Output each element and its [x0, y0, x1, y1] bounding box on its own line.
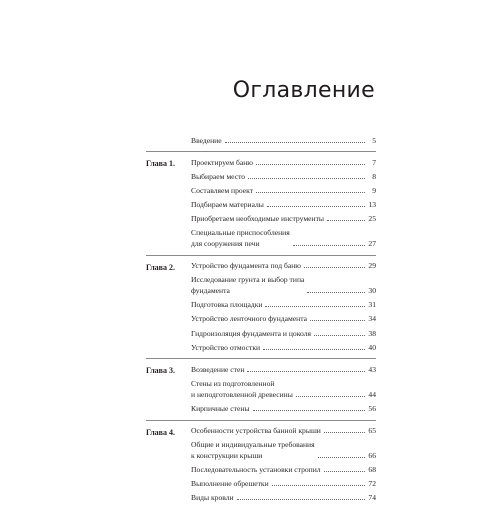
toc-entry-page: 66 [368, 451, 376, 461]
toc-entry[interactable] [191, 298, 376, 312]
toc-entry-page: 34 [368, 314, 376, 324]
table-of-contents [146, 133, 376, 505]
toc-chapter [146, 255, 376, 355]
toc-chapter [146, 151, 376, 251]
toc-chapter [146, 420, 376, 505]
toc-entry[interactable] [191, 362, 376, 376]
dot-leader [296, 396, 365, 397]
toc-entry-title [191, 342, 260, 353]
toc-entry[interactable] [191, 438, 376, 463]
toc-entry-line: Проектируем баню [191, 157, 253, 167]
toc-entry-page: 38 [368, 328, 376, 338]
dot-leader [263, 349, 365, 350]
dot-leader [293, 245, 365, 246]
dot-leader [272, 485, 365, 486]
toc-entry[interactable] [191, 326, 376, 340]
toc-entry-page: 7 [372, 157, 376, 167]
dot-leader [327, 220, 365, 221]
toc-entry-line: Устройство ленточного фундамента [191, 314, 308, 324]
dot-leader [253, 410, 365, 411]
toc-entry-line: Гидроизоляция фундамента и цоколя [191, 328, 311, 338]
toc-entry-page: 74 [368, 493, 376, 503]
dot-leader [324, 432, 365, 433]
toc-entry-title [191, 299, 262, 310]
chapter-label: Глава 3. [146, 366, 175, 376]
chapter-label: Глава 1. [146, 159, 175, 169]
toc-entry[interactable] [191, 133, 376, 147]
toc-entry[interactable] [191, 376, 376, 401]
toc-entry-line: Подбираем материалы [191, 199, 264, 209]
dot-leader [265, 306, 365, 307]
dot-leader [256, 192, 365, 193]
toc-entry-title [191, 478, 269, 489]
toc-entry-line: Специальные приспособления [191, 228, 290, 238]
toc-entry-line: Устройство фундамента под баню [191, 261, 301, 271]
toc-entry-title [191, 185, 253, 196]
toc-entry-page: 30 [368, 286, 376, 296]
toc-entry-line: к конструкции крыши [191, 451, 263, 461]
toc-entry-line: Устройство отмостки [191, 342, 261, 352]
toc-entry-line: фундамента [191, 286, 230, 296]
chapter-entries [191, 424, 376, 505]
toc-entry-line: Стены из подготовленной [191, 378, 275, 388]
toc-entry[interactable] [191, 197, 376, 211]
toc-entry-line: Общие и индивидуальные требования [191, 440, 315, 450]
toc-entry[interactable] [191, 340, 376, 354]
toc-entry-line: Особенности устройства банной крыши [191, 426, 321, 436]
toc-entry[interactable] [191, 424, 376, 438]
dot-leader [314, 335, 365, 336]
toc-entry-line: Выбираем место [191, 171, 246, 181]
toc-entry-page: 43 [368, 364, 376, 374]
dot-leader [256, 164, 365, 165]
dot-leader [307, 292, 365, 293]
toc-entry-title [191, 227, 290, 249]
toc-entry-page: 25 [368, 214, 376, 224]
toc-entry-line: для сооружения печи [191, 239, 260, 249]
toc-entry-page: 8 [372, 171, 376, 181]
toc-entry-title [191, 260, 301, 271]
toc-entry[interactable] [191, 463, 376, 477]
toc-entry-title [191, 313, 307, 324]
toc-entry[interactable] [191, 211, 376, 225]
toc-intro [191, 133, 376, 147]
toc-entry[interactable] [191, 155, 376, 169]
toc-entry-page: 44 [368, 389, 376, 399]
dot-leader [267, 206, 365, 207]
toc-entry-line: Кирпичные стены [191, 403, 250, 413]
toc-entry-title [191, 213, 324, 224]
toc-entry-page: 29 [368, 261, 376, 271]
toc-entry-page: 40 [368, 342, 376, 352]
dot-leader [248, 178, 365, 179]
toc-entry-title: Введение [191, 135, 222, 145]
chapter-entries [191, 259, 376, 355]
chapter-label: Глава 4. [146, 427, 175, 437]
toc-entry-line: Последовательность установки стропил [191, 465, 321, 475]
toc-chapter [146, 358, 376, 415]
toc-entry-title [191, 378, 293, 400]
toc-entry-page: 31 [368, 300, 376, 310]
dot-leader [304, 267, 365, 268]
toc-entry-line: Выполнение обрешетки [191, 479, 269, 489]
toc-entry[interactable] [191, 259, 376, 273]
toc-entry-line: Виды кровли [191, 493, 234, 503]
dot-leader [247, 371, 365, 372]
toc-entry-title [191, 425, 321, 436]
toc-entry-title [191, 171, 245, 182]
toc-entry[interactable] [191, 401, 376, 415]
toc-entry[interactable] [191, 312, 376, 326]
toc-entry-title [191, 328, 311, 339]
chapter-entries [191, 362, 376, 415]
dot-leader [324, 471, 365, 472]
toc-entry-page: 56 [368, 403, 376, 413]
toc-entry-line: Возведение стен [191, 364, 245, 374]
toc-entry-page: 5 [372, 135, 376, 145]
toc-entry-title [191, 492, 234, 503]
toc-entry-page: 13 [368, 199, 376, 209]
toc-entry[interactable] [191, 226, 376, 251]
toc-entry-title [191, 199, 264, 210]
toc-entry[interactable] [191, 477, 376, 491]
dot-leader [318, 457, 365, 458]
toc-entry-page: 9 [372, 185, 376, 195]
toc-entry-title [191, 403, 250, 414]
toc-entry-page: 68 [368, 465, 376, 475]
dot-leader [310, 320, 365, 321]
toc-entry[interactable] [191, 183, 376, 197]
toc-entry-line: Составляем проект [191, 185, 254, 195]
toc-entry-page: 27 [368, 239, 376, 249]
toc-chapters [146, 151, 376, 505]
toc-entry-title [191, 364, 244, 375]
toc-entry[interactable] [191, 491, 376, 505]
toc-entry[interactable] [191, 169, 376, 183]
toc-entry-line: Приобретаем необходимые инструменты [191, 214, 324, 224]
toc-title: Оглавление [232, 78, 375, 103]
chapter-label: Глава 2. [146, 262, 175, 272]
toc-entry[interactable] [191, 273, 376, 298]
toc-entry-page: 65 [368, 426, 376, 436]
toc-entry-title [191, 464, 321, 475]
toc-entry-line: Подготовка площадки [191, 300, 263, 310]
toc-entry-line: Исследование грунта и выбор типа [191, 275, 305, 285]
chapter-entries [191, 155, 376, 251]
toc-entry-title [191, 157, 253, 168]
toc-entry-title [191, 274, 304, 296]
toc-entry-line: и неподготовленной древесины [191, 389, 293, 399]
dot-leader [225, 142, 365, 143]
toc-entry-title [191, 439, 315, 461]
toc-entry-page: 72 [368, 479, 376, 489]
